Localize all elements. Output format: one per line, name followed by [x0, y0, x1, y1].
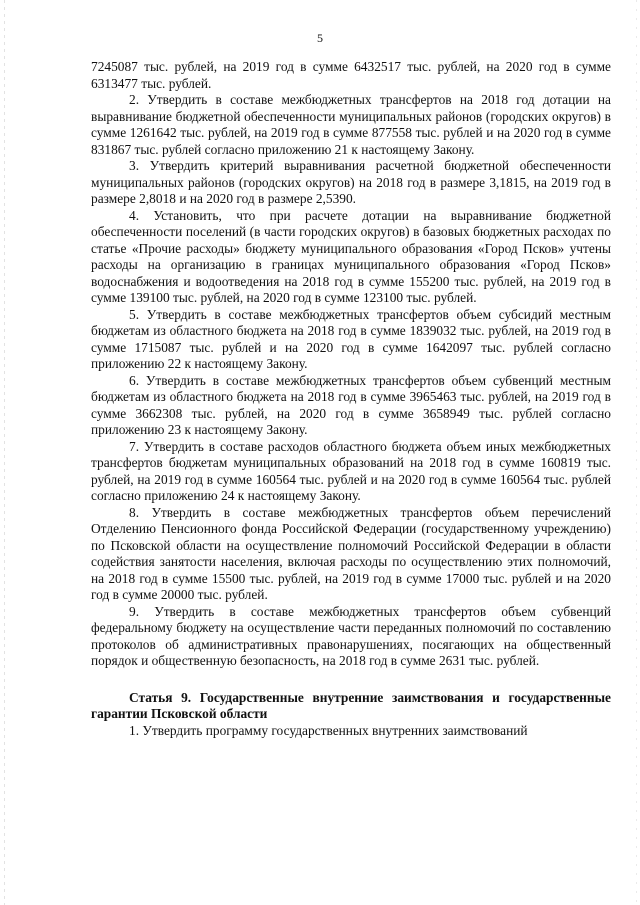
paragraph-item-9: 9. Утвердить в составе межбюджетных трансфертов объем субвенций федеральному бюджету на осуществление части переданных полномочий по составлению протоколов об административных правонарушениях, посягающих на общественный порядок и общественную безопасность, на 2018 год в сумме 2631 тыс. рублей.: [91, 603, 611, 668]
scan-edge-right: [636, 0, 637, 905]
paragraph-item-2: 2. Утвердить в составе межбюджетных трансфертов на 2018 год дотации на выравнивание бюджетной обеспеченности муниципальных районов (городских округов) в сумме 1261642 тыс. рублей, на 2019 год в сумме 877558 тыс. рублей и на 2020 год в сумме 831867 тыс. рублей согласно приложению 21 к настоящему Закону.: [91, 92, 611, 157]
paragraph-item-4: 4. Установить, что при расчете дотации на выравнивание бюджетной обеспеченности поселений (в части городских округов) в базовых бюджетных расходах по статье «Прочие расходы» бюджету муниципального образования «Город Псков» учтены расходы на организацию в границах муниципального образования «Город Псков» водоснабжения и водоотведения на 2018 год в сумме 155200 тыс. рублей, на 2019 год в сумме 139100 тыс. рублей, на 2020 год в сумме 123100 тыс. рублей.: [91, 207, 611, 305]
paragraph-item-3: 3. Утвердить критерий выравнивания расчетной бюджетной обеспеченности муниципальных районов (городских округов) на 2018 год в размере 3,1815, на 2019 год в размере 2,8018 и на 2020 год в размере 2,5390.: [91, 158, 611, 206]
paragraph-item-5: 5. Утвердить в составе межбюджетных трансфертов объем субсидий местным бюджетам из областного бюджета на 2018 год в сумме 1839032 тыс. рублей, на 2019 год в сумме 1715087 тыс. рублей и на 2020 год в сумме 1642097 тыс. рублей согласно приложению 22 к настоящему Закону.: [91, 306, 611, 371]
paragraph-item-8: 8. Утвердить в составе межбюджетных трансфертов объем перечислений Отделению Пенсионного фонда Российской Федерации (государственному учреждению) по Псковской области на осуществление полномочий Российской Федерации в области содействия занятости населения, включая расходы по осуществлению этих полномочий, на 2018 год в сумме 15500 тыс. рублей, на 2019 год в сумме 17000 тыс. рублей и на 2020 год в сумме 20000 тыс. рублей.: [91, 504, 611, 602]
paragraph-continuation: 7245087 тыс. рублей, на 2019 год в сумме 6432517 тыс. рублей, на 2020 год в сумме 6313477 тыс. рублей.: [91, 59, 611, 91]
document-body: [91, 59, 611, 739]
article-heading: Статья 9. Государственные внутренние заимствования и государственные гарантии Псковской области: [91, 689, 611, 721]
paragraph-item-7: 7. Утвердить в составе расходов областного бюджета объем иных межбюджетных трансфертов бюджетам муниципальных образований на 2018 год в сумме 160819 тыс. рублей, на 2019 год в сумме 160564 тыс. рублей и на 2020 год в сумме 160564 тыс. рублей согласно приложению 24 к настоящему Закону.: [91, 438, 611, 503]
page-number: 5: [317, 31, 323, 45]
scan-edge-left: [4, 0, 5, 905]
paragraph-article-item-1: 1. Утвердить программу государственных внутренних заимствований: [129, 722, 528, 738]
paragraph-item-6: 6. Утвердить в составе межбюджетных трансфертов объем субвенций местным бюджетам из областного бюджета на 2018 год в сумме 3965463 тыс. рублей, на 2019 год в сумме 3662308 тыс. рублей, на 2020 год в сумме 3658949 тыс. рублей согласно приложению 23 к настоящему Закону.: [91, 372, 611, 437]
